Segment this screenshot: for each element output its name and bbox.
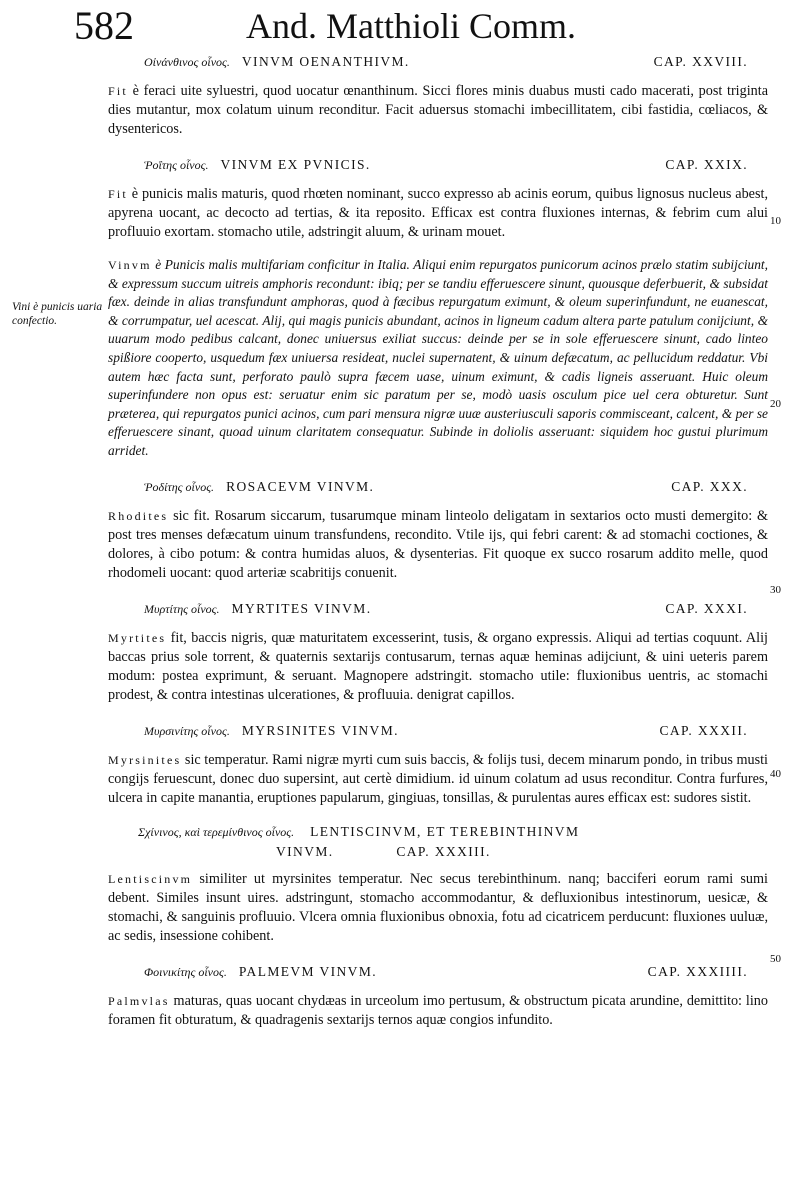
latin-title: VINVM EX PVNICIS. (220, 157, 371, 172)
chapter-number: CAP. XXXII. (659, 722, 748, 738)
lead-word: Lentiscinvm (108, 871, 193, 886)
paragraph-text: sic fit. Rosarum siccarum, tusarumque minam linteolo deligatam in sextarios octo musti demergito: & post tres menses defæcatum uinum transfundens, recondito. Vtile ijs, qui febri carent: & ad stomachi coctiones, & dolores, à cibo potum: & contra humidas aluos, & dysenterias. Fit quoque ex succo rosarum addito melle, quod rhodomeli uocant: quod arteriæ scabritijs conuenit. (108, 507, 768, 581)
greek-title: Σχίνινος, καὶ τερεμίνθινος οἶνος. (138, 824, 295, 839)
greek-title: Μυρσινίτης οἶνος. (144, 723, 230, 738)
section-myrtites-vinum (108, 597, 768, 705)
lead-word: Myrsinites (108, 752, 182, 767)
latin-title: VINVM OENANTHIVM. (241, 54, 410, 69)
line-number-40: 40 (770, 768, 781, 780)
section-lentiscinum-vinum (108, 822, 768, 946)
greek-title: Ῥοδίτης οἶνος. (144, 479, 215, 494)
heading-row (108, 822, 768, 842)
commentary-paragraph (108, 256, 768, 461)
greek-title: Μυρτίτης οἶνος. (144, 601, 220, 616)
section-heading (108, 597, 768, 621)
greek-title: Φοινικίτης οἶνος. (144, 964, 227, 979)
paragraph (108, 82, 768, 139)
section-heading (108, 719, 768, 743)
latin-title: MYRTITES VINVM. (231, 600, 372, 616)
paragraph-text: è feraci uite syluestri, quod uocatur œnanthinum. Sicci flores minis duabus musti cado macerati, post triginta dies mutantur, mox colatum uinum reconditur. Facit aduersus stomachi imbecillitatem, cibi fastidia, cœliacos, & dysentericos. (108, 83, 768, 137)
lead-word: Palmvlas (108, 993, 170, 1008)
paragraph (108, 992, 768, 1030)
section-heading (108, 153, 768, 177)
section-heading (108, 822, 768, 862)
paragraph-text: fit, baccis nigris, quæ maturitatem excesserint, tusis, & organo expressis. Aliqui ad tertias coquunt. Alij baccas prius sole torrent, & quaternis sextarijs contusarum, ternas aquæ heminas adijciunt, & uini ueteris parem modum: postea exprimunt, & seruant. Magnopere adstringit. stomacho utile: fluxionibus uentris, ac stomachi prodest, & contra intestinas ulcerationes, & profluuia. denigrat capillos. (108, 629, 768, 703)
chapter-number: CAP. XXXIIII. (647, 963, 748, 979)
section-rosaceum-vinum (108, 475, 768, 583)
section-heading (108, 475, 768, 499)
line-number-10: 10 (770, 215, 781, 227)
chapter-number: CAP. XXXIII. (396, 843, 491, 859)
latin-title-continued: VINVM. (276, 843, 334, 859)
paragraph (108, 629, 768, 705)
chapter-number: CAP. XXXI. (665, 600, 748, 616)
paragraph-text: maturas, quas uocant chydæas in urceolum imo pertusum, & obstructum picata arundine, demittito: lino foramen fit obturatum, & quadragenis sextarijs ternos aquæ congios infundito. (108, 992, 768, 1028)
running-title: And. Matthioli Comm. (246, 6, 577, 46)
heading-row (108, 842, 768, 861)
line-number-20: 20 (770, 398, 781, 410)
latin-title: MYRSINITES VINVM. (241, 722, 399, 738)
lead-word: Rhodites (108, 508, 169, 523)
lead-word: Fit (108, 187, 128, 201)
lead-word: Fit (108, 84, 128, 98)
page-number: 582 (74, 3, 134, 48)
paragraph (108, 507, 768, 583)
paragraph-text: è punicis malis maturis, quod rhœten nominant, succo expresso ab acinis eorum, quibus lignosus nucleus abest, apyrena uocant, ac decocto ad tertias, & ita reposito. Efficax est contra fluxiones internas, & febrim cum alui profluuio exortam. stomacho utile, adstringit aluum, & urinam mouet. (108, 186, 768, 240)
latin-title: PALMEVM VINVM. (238, 963, 377, 979)
paragraph (108, 751, 768, 808)
line-number-50: 50 (770, 953, 781, 965)
margin-note: Vini è punicis uaria confectio. (12, 301, 103, 327)
section-vinum-oenanthium (108, 50, 768, 139)
lead-word: Myrtites (108, 630, 167, 645)
latin-title: ROSACEVM VINVM. (226, 478, 375, 494)
paragraph-text: è Punicis malis multifariam conficitur in Italia. Aliqui enim repurgatos punicorum acinos prælo statim subijciunt, & expressum succum uitreis amphoris recondunt: ibiq; per se tandiu efferuescere sinunt, quousque deferbuerit, & subsidat fæx. deinde in alias transfundunt amphoras, quod à fæcibus repurgatum eximunt, & oleum superinfundunt, ne euanescat, & corrumpatur, uel acescat. Alij, qui magis punicis abundant, acinos in ligneum cadum altera parte patulum conijciunt, & uuarum modo pedibus calcant, donec uniuersus exiliat succus: deinde per se in sole efferuescere sinunt, cado linteo spißiore cooperto, usquedum fæx uniuersa resideat, nuclei supernatent, & uinum defæcatum, ac pellucidum reddatur. Vbi autem hæc facta sunt, perforato paulò supra fæcem uase, uinum eximunt, & cadis ligneis asseruant. Huic oleum superinfundere non opus est: seruatur enim sic paratum per se, modò uasis osculum pice uel cera obturetur. Sunt præterea, qui repurgatos punici acinos, cum pari mensura nigræ uuæ austeriusculi saporis commisceant, calcent, & per se efferuescere sinant, quoad uinum claritatem consequatur. Subinde in doliolis asseruant: siquidem hoc gustui plurimum arridet. (108, 257, 768, 458)
section-heading (108, 960, 768, 984)
greek-title: Ῥοΐτης οἶνος. (144, 158, 209, 172)
section-palmeum-vinum (108, 960, 768, 1030)
paragraph-text: similiter ut myrsinites temperatur. Nec secus terebinthinum. nanq; bacciferi eorum rami sumi debent. Similes insunt uires. adstringunt, stomacho accommodantur, & defluxionibus intestinorum, uesicæ, & stomachi, & sanguinis profluuio. Vlcera omnia fluxionibus obnoxia, fotu ad cicatricem perducunt: fluxiones uuluæ, ac sedis, insessione cohibent. (108, 870, 768, 944)
lead-word: Vinvm (108, 258, 152, 272)
section-vinum-ex-punicis (108, 153, 768, 461)
section-heading (108, 50, 768, 74)
section-myrsinites-vinum (108, 719, 768, 808)
chapter-number: CAP. XXX. (671, 478, 748, 494)
chapter-number: CAP. XXVIII. (653, 54, 748, 69)
line-number-30: 30 (770, 584, 781, 596)
paragraph (108, 185, 768, 242)
text-column (108, 50, 768, 1030)
latin-title: LENTISCINVM, ET TEREBINTHINVM (310, 823, 580, 839)
greek-title: Οἰνάνθινος οἶνος. (144, 55, 230, 69)
paragraph-text: sic temperatur. Rami nigræ myrti cum suis baccis, & folijs tusi, decem minarum pondo, in tribus musti congijs feruescunt, donec duo supersint, aut certè dimidium. id uinum colatum ad usus reconditur. Contra furfures, ulcera in capite manantia, eruptiones papularum, gingiuas, tonsillas, & purulentas aures efficax est: sudores sistit. (108, 751, 768, 806)
chapter-number: CAP. XXIX. (665, 157, 748, 172)
paragraph (108, 870, 768, 946)
